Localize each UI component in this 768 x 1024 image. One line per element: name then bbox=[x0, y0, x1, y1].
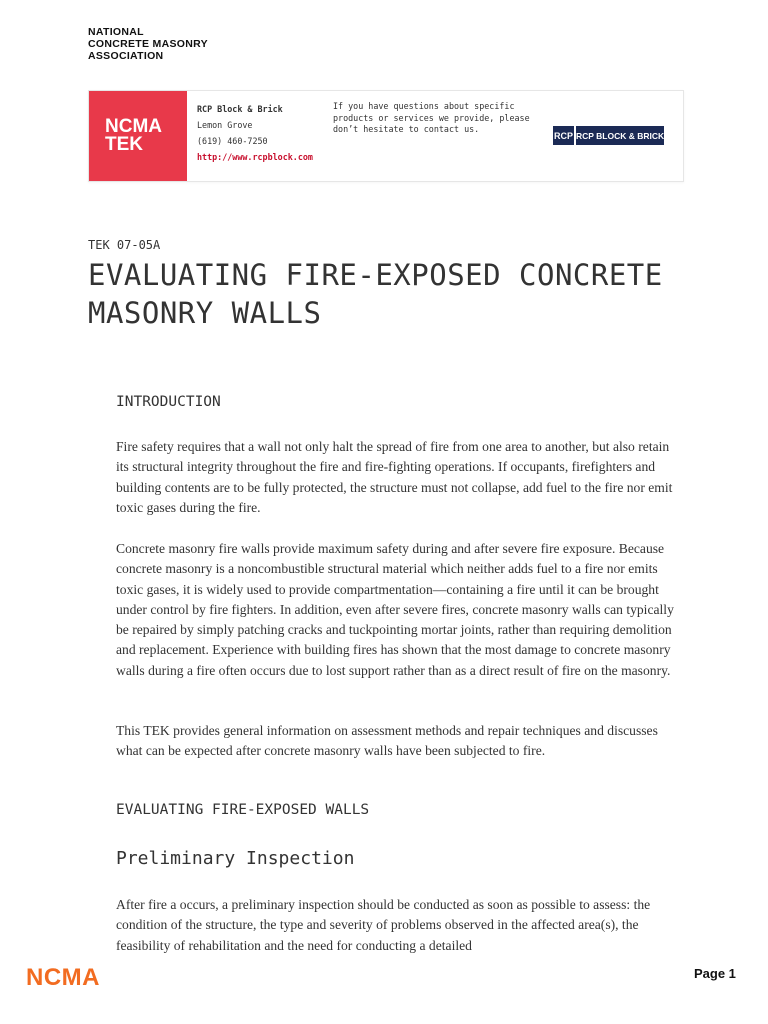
badge-line2: TEK bbox=[105, 134, 143, 155]
dealer-name: RCP Block & Brick bbox=[197, 104, 283, 114]
dealer-header-card bbox=[88, 90, 684, 182]
intro-paragraph-3: This TEK provides general information on assessment methods and repair techniques and discusses what can be expected after concrete masonry walls have been subjected to fire. bbox=[116, 723, 658, 759]
tek-number: TEK 07-05A bbox=[88, 238, 161, 252]
intro-paragraph-1: Fire safety requires that a wall not only halt the spread of fire from one area to another, but also retain its structural integrity throughout the fire and fire-fighting operations. If occupants, firefighters and building contents are to be fully protected, the structure must not collapse, add fuel to the fire nor emit toxic gases during the fire. bbox=[116, 439, 673, 515]
dealer-phone: (619) 460-7250 bbox=[197, 136, 268, 146]
document-title: EVALUATING FIRE-EXPOSED CONCRETE MASONRY WALLS bbox=[88, 258, 663, 330]
org-name-line1: NATIONAL bbox=[88, 26, 144, 38]
dealer-message: If you have questions about specific products or services we provide, please don’t hesitate to contact us. bbox=[333, 101, 530, 134]
ncma-org-name bbox=[88, 26, 208, 62]
dealer-url-link[interactable]: http://www.rcpblock.com bbox=[197, 152, 313, 162]
prelim-paragraph-1: After fire a occurs, a preliminary inspection should be conducted as soon as possible to assess: the condition of the structure, the type and severity of problems observed in the affected area(s), the feasibility of rehabilitation and the need for conducting a detailed bbox=[116, 897, 651, 953]
ncma-footer-logo: NCMA bbox=[26, 964, 100, 991]
intro-paragraph-2: Concrete masonry fire walls provide maximum safety during and after severe fire exposure. Because concrete masonry is a noncombustible structural material which neither adds fuel to a fire nor emits toxic gases, it is widely used to provide compartmentation—containing a fire until it can be brought under control by fire fighters. In addition, even after severe fires, concrete masonry walls can typically be repaired by simply patching cracks and tuckpointing mortar joints, rather than requiring demolition and replacement. Experience with building fires has shown that the most damage to concrete masonry walls during a fire often occurs due to lost support rather than as a direct result of fire on the masonry. bbox=[116, 541, 674, 678]
org-name-line2: CONCRETE MASONRY bbox=[88, 38, 208, 50]
badge-line1: NCMA bbox=[105, 116, 162, 137]
dealer-logo-mark: RCP bbox=[553, 126, 574, 145]
section-heading-evaluating: EVALUATING FIRE-EXPOSED WALLS bbox=[116, 802, 370, 818]
dealer-city: Lemon Grove bbox=[197, 120, 253, 130]
subheading-preliminary-inspection: Preliminary Inspection bbox=[116, 848, 355, 869]
dealer-logo-word: RCP BLOCK & BRICK bbox=[576, 126, 664, 145]
ncma-tek-badge bbox=[89, 91, 187, 181]
dealer-logo bbox=[553, 126, 663, 145]
page-number: Page 1 bbox=[694, 966, 736, 981]
dealer-contact bbox=[197, 101, 313, 165]
section-heading-introduction: INTRODUCTION bbox=[116, 394, 221, 410]
org-name-line3: ASSOCIATION bbox=[88, 50, 164, 62]
